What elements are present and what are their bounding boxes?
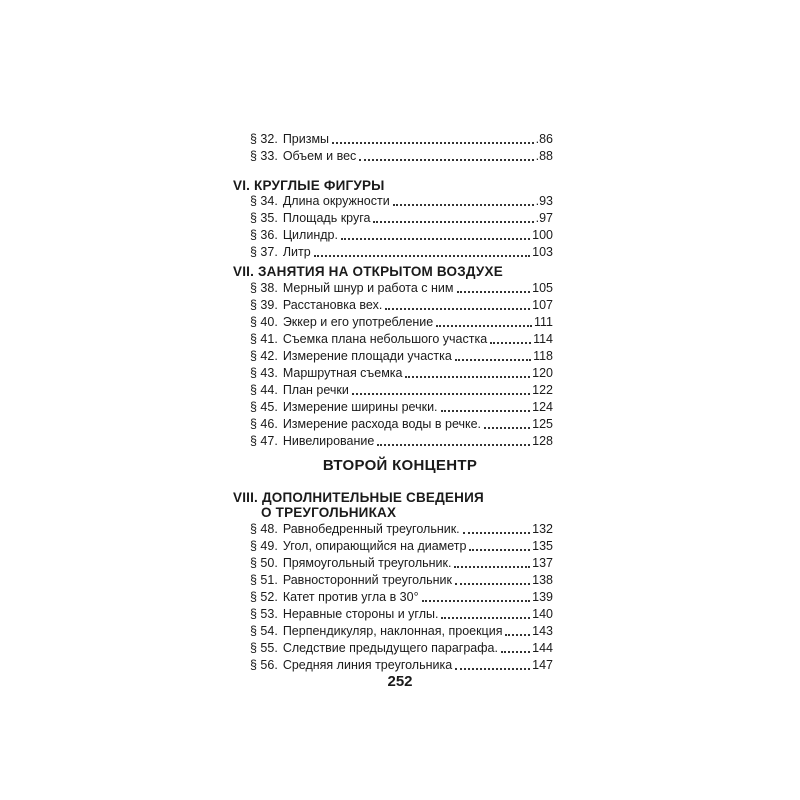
entry-number: § 42. <box>250 349 278 363</box>
section-heading: VI. КРУГЛЫЕ ФИГУРЫ <box>233 178 385 193</box>
dot-leader <box>341 237 530 240</box>
entry-number: § 43. <box>250 366 278 380</box>
entry-title: Измерение расхода воды в речке. <box>282 417 482 431</box>
entry-page: 138 <box>532 573 553 587</box>
entry-title: Равнобедренный треугольник. <box>282 522 460 536</box>
dot-leader <box>455 667 530 670</box>
toc-entry <box>250 148 553 165</box>
entry-number: § 41. <box>250 332 278 346</box>
toc-entry <box>250 623 553 640</box>
entry-page: 107 <box>532 298 553 312</box>
entry-number: § 33. <box>250 149 278 163</box>
entry-number: § 34. <box>250 194 278 208</box>
entry-number: § 49. <box>250 539 278 553</box>
entry-page: 125 <box>532 417 553 431</box>
dot-leader <box>314 254 530 257</box>
dot-leader <box>332 141 534 144</box>
entry-page: 103 <box>532 245 553 259</box>
entry-title: Измерение площади участка <box>282 349 452 363</box>
entry-page: 140 <box>532 607 553 621</box>
dot-leader <box>501 650 530 653</box>
entry-title: Цилиндр. <box>282 228 338 242</box>
dot-leader <box>484 426 530 429</box>
toc-entry <box>250 657 553 674</box>
entry-title: Угол, опирающийся на диаметр <box>282 539 467 553</box>
dot-leader <box>490 341 531 344</box>
entry-title: Эккер и его употребление <box>282 315 434 329</box>
toc-entry <box>250 640 553 657</box>
entry-number: § 32. <box>250 132 278 146</box>
entry-title: Мерный шнур и работа с ним <box>282 281 454 295</box>
entry-page: 128 <box>532 434 553 448</box>
section-heading: VII. ЗАНЯТИЯ НА ОТКРЫТОМ ВОЗДУХЕ <box>233 264 503 279</box>
dot-leader <box>422 599 531 602</box>
entry-title: Нивелирование <box>282 434 375 448</box>
part-heading: ВТОРОЙ КОНЦЕНТР <box>322 457 478 474</box>
toc-entry <box>250 555 553 572</box>
dot-leader <box>469 548 530 551</box>
entry-number: § 40. <box>250 315 278 329</box>
toc-entry <box>250 382 553 399</box>
entry-title: Неравные стороны и углы. <box>282 607 439 621</box>
entry-number: § 44. <box>250 383 278 397</box>
dot-leader <box>352 392 530 395</box>
entry-page: 143 <box>532 624 553 638</box>
entry-title: План речки <box>282 383 349 397</box>
dot-leader <box>463 531 530 534</box>
entry-title: Измерение ширины речки. <box>282 400 438 414</box>
entry-page: 147 <box>532 658 553 672</box>
dot-leader <box>405 375 530 378</box>
dot-leader <box>393 203 534 206</box>
toc-entry <box>250 244 553 261</box>
entry-title: Объем и вес <box>282 149 357 163</box>
entry-title: Длина окружности <box>282 194 390 208</box>
dot-leader <box>373 220 533 223</box>
entry-number: § 45. <box>250 400 278 414</box>
entry-page: 100 <box>532 228 553 242</box>
dot-leader <box>454 565 530 568</box>
dot-leader <box>385 307 530 310</box>
page-number: 252 <box>387 673 413 690</box>
entry-page: 137 <box>532 556 553 570</box>
toc-entry <box>250 227 553 244</box>
entry-number: § 50. <box>250 556 278 570</box>
toc-entry <box>250 280 553 297</box>
entry-number: § 39. <box>250 298 278 312</box>
section-heading: VIII. ДОПОЛНИТЕЛЬНЫЕ СВЕДЕНИЯ <box>233 490 484 505</box>
entry-title: Призмы <box>282 132 330 146</box>
entry-page: 111 <box>533 315 553 329</box>
dot-leader <box>441 616 530 619</box>
entry-title: Прямоугольный треугольник. <box>282 556 452 570</box>
entry-number: § 46. <box>250 417 278 431</box>
entry-title: Литр <box>282 245 311 259</box>
entry-title: Съемка плана небольшого участка <box>282 332 488 346</box>
toc-entry <box>250 572 553 589</box>
toc-entry <box>250 193 553 210</box>
entry-title: Расстановка вех. <box>282 298 383 312</box>
entry-number: § 51. <box>250 573 278 587</box>
entry-title: Маршрутная съемка <box>282 366 403 380</box>
dot-leader <box>455 582 530 585</box>
toc-entry <box>250 365 553 382</box>
section-heading-continued: О ТРЕУГОЛЬНИКАХ <box>261 505 397 520</box>
entry-page: 135 <box>532 539 553 553</box>
toc-entry <box>250 433 553 450</box>
dot-leader <box>505 633 530 636</box>
entry-page: 120 <box>532 366 553 380</box>
entry-page: 114 <box>533 332 553 346</box>
entry-page: .86 <box>535 132 553 146</box>
toc-entry <box>250 297 553 314</box>
toc-entry <box>250 589 553 606</box>
entry-title: Следствие предыдущего параграфа. <box>282 641 498 655</box>
entry-page: .88 <box>535 149 553 163</box>
toc-entry <box>250 538 553 555</box>
dot-leader <box>455 358 531 361</box>
entry-page: 139 <box>532 590 553 604</box>
entry-title: Перпендикуляр, наклонная, проекция <box>282 624 503 638</box>
entry-page: 105 <box>532 281 553 295</box>
toc-entry <box>250 606 553 623</box>
toc-entry <box>250 416 553 433</box>
entry-title: Площадь круга <box>282 211 371 225</box>
entry-number: § 48. <box>250 522 278 536</box>
toc-entry <box>250 314 553 331</box>
entry-number: § 47. <box>250 434 278 448</box>
entry-number: § 55. <box>250 641 278 655</box>
entry-page: .97 <box>535 211 553 225</box>
dot-leader <box>441 409 531 412</box>
entry-page: .93 <box>535 194 553 208</box>
entry-number: § 54. <box>250 624 278 638</box>
dot-leader <box>436 324 532 327</box>
entry-number: § 56. <box>250 658 278 672</box>
entry-number: § 35. <box>250 211 278 225</box>
entry-title: Средняя линия треугольника <box>282 658 453 672</box>
entry-title: Катет против угла в 30° <box>282 590 419 604</box>
entry-number: § 37. <box>250 245 278 259</box>
toc-entry <box>250 131 553 148</box>
entry-page: 122 <box>532 383 553 397</box>
entry-number: § 36. <box>250 228 278 242</box>
toc-entry <box>250 399 553 416</box>
entry-number: § 38. <box>250 281 278 295</box>
entry-number: § 53. <box>250 607 278 621</box>
toc-entry <box>250 331 553 348</box>
entry-title: Равносторонний треугольник <box>282 573 452 587</box>
entry-page: 144 <box>532 641 553 655</box>
dot-leader <box>377 443 530 446</box>
entry-page: 132 <box>532 522 553 536</box>
entry-page: 118 <box>533 349 553 363</box>
entry-page: 124 <box>532 400 553 414</box>
dot-leader <box>359 158 533 161</box>
toc-entry <box>250 210 553 227</box>
toc-entry <box>250 348 553 365</box>
toc-entry <box>250 521 553 538</box>
dot-leader <box>457 290 531 293</box>
entry-number: § 52. <box>250 590 278 604</box>
